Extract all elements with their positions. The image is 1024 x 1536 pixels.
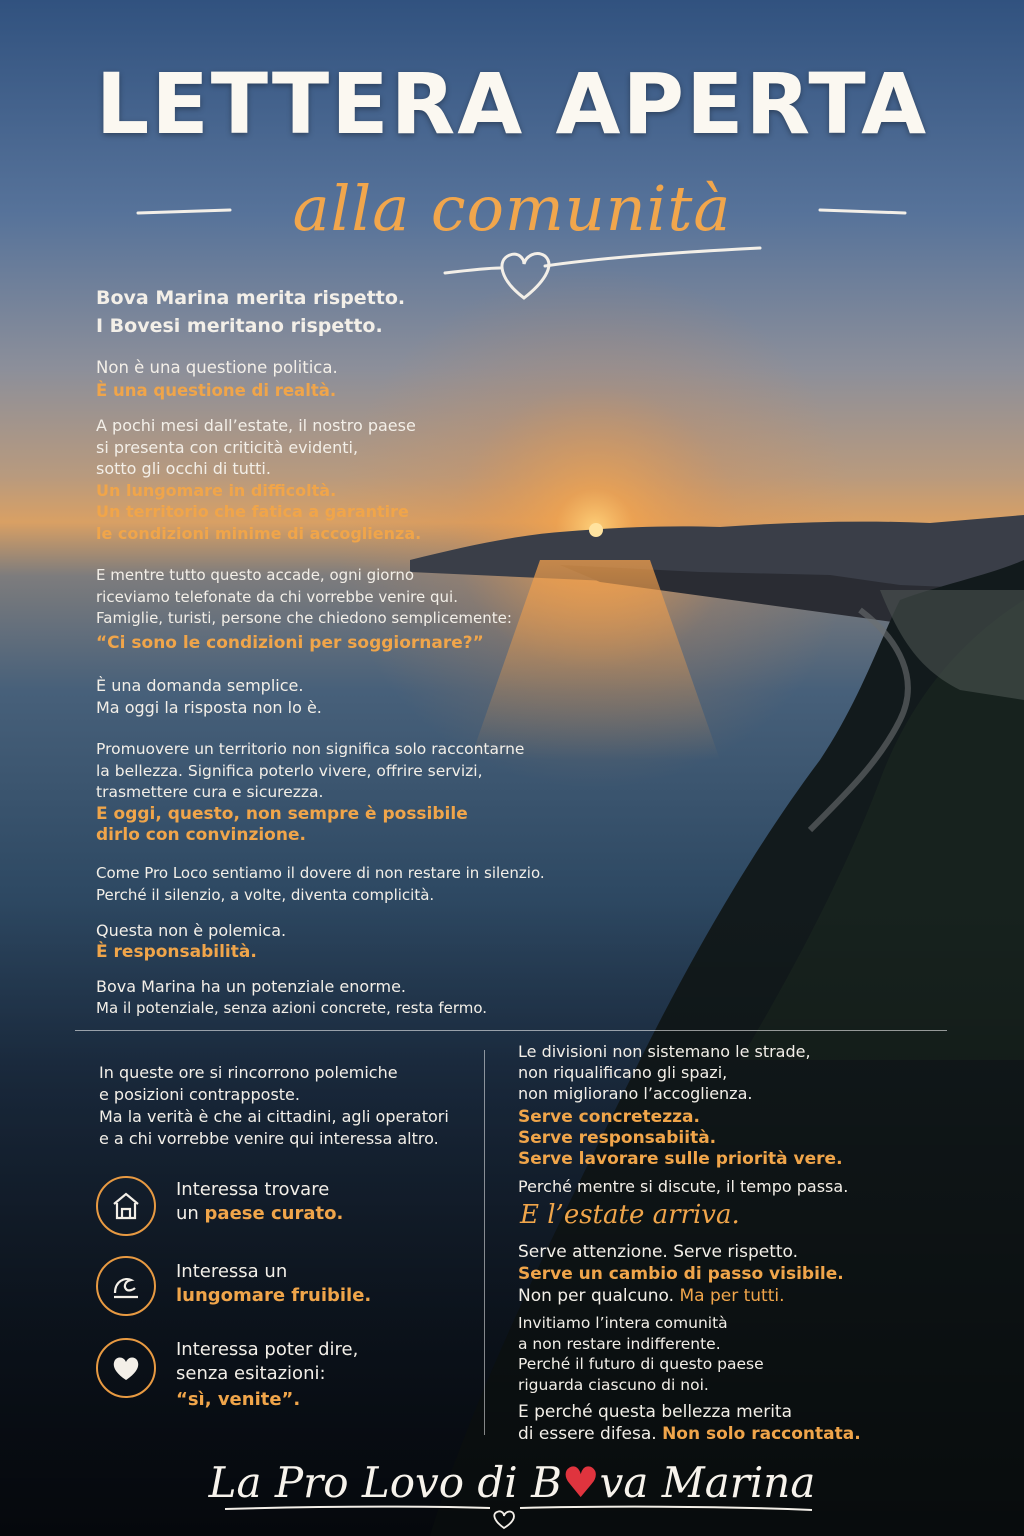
right-line-10: riguarda ciascuno di noi. — [518, 1375, 709, 1394]
right-line-7: Invitiamo l’intera comunità — [518, 1314, 728, 1332]
p5-line-5: dirlo con convinzione. — [96, 825, 306, 845]
right-line-6b: Ma per tutti. — [679, 1286, 785, 1306]
feature-2-line-1: Interessa un — [176, 1261, 288, 1282]
p2-line-2: si presenta con criticità evidenti, — [96, 437, 359, 457]
p5-line-1: Promuovere un territorio non significa solo raccontarne — [96, 740, 525, 758]
left-line-2: e posizioni contrapposte. — [99, 1085, 300, 1104]
right-line-2: non riqualificano gli spazi, — [518, 1063, 728, 1082]
right-line-9: Perché il futuro di questo paese — [518, 1355, 764, 1373]
feature-1-prefix: un — [176, 1203, 205, 1224]
right-line-12b: Non solo raccontata. — [662, 1424, 861, 1444]
intro-line-1: Bova Marina merita rispetto. — [96, 287, 406, 309]
right-line-6a: Non per qualcuno. — [518, 1286, 675, 1306]
right-line-12a: di essere difesa. — [518, 1424, 657, 1444]
signature-heart-icon: ♥ — [561, 1458, 600, 1507]
right-gold-2: Serve responsabiità. — [518, 1128, 717, 1148]
p5-line-3: trasmettere cura e sicurezza. — [96, 783, 324, 801]
signature-part-1: La Pro Lovo di B — [208, 1458, 562, 1507]
feature-3-line-1: Interessa poter dire, — [176, 1339, 359, 1360]
intro-line-2: I Bovesi meritano rispetto. — [96, 315, 383, 337]
p3-line-3: Famiglie, turisti, persone che chiedono semplicemente: — [96, 609, 512, 627]
right-gold-1: Serve concretezza. — [518, 1107, 700, 1127]
right-line-3: non migliorano l’accoglienza. — [518, 1084, 753, 1103]
p2-line-4: Un lungomare in difficoltà. — [96, 480, 337, 500]
p2-line-6: le condizioni minime di accoglienza. — [96, 523, 422, 543]
script-summer: E l’estate arriva. — [520, 1200, 740, 1230]
p8-line-2: Ma il potenziale, senza azioni concrete, resta fermo. — [96, 998, 488, 1017]
p4-line-1: È una domanda semplice. — [96, 676, 304, 695]
p8-line-1: Bova Marina ha un potenziale enorme. — [96, 977, 406, 996]
p2-line-3: sotto gli occhi di tutti. — [96, 459, 271, 478]
feature-1-line-1: Interessa trovare — [176, 1179, 330, 1200]
right-line-1: Le divisioni non sistemano le strade, — [518, 1042, 811, 1061]
subtitle-script: alla comunità — [292, 172, 732, 245]
p1-line-1: Non è una questione politica. — [96, 358, 338, 377]
feature-1-highlight: paese curato. — [204, 1203, 344, 1224]
left-line-3: Ma la verità è che ai cittadini, agli operatori — [99, 1107, 449, 1126]
p3-line-2: riceviamo telefonate da chi vorrebbe venire qui. — [96, 587, 458, 606]
p5-line-2: la bellezza. Significa poterlo vivere, offrire servizi, — [96, 761, 483, 780]
left-line-4: e a chi vorrebbe venire qui interessa altro. — [99, 1129, 439, 1148]
p6-line-2: Perché il silenzio, a volte, diventa complicità. — [96, 885, 435, 904]
right-line-4: Perché mentre si discute, il tempo passa. — [518, 1177, 849, 1196]
p6-line-1: Come Pro Loco sentiamo il dovere di non restare in silenzio. — [96, 864, 545, 882]
small-heart-icon — [494, 1511, 514, 1528]
right-gold-3: Serve lavorare sulle priorità vere. — [518, 1149, 843, 1169]
feature-3-quote: “sì, venite”. — [176, 1389, 301, 1410]
feature-2-highlight: lungomare fruibile. — [176, 1285, 372, 1306]
right-gold-4: Serve un cambio di passo visibile. — [518, 1264, 844, 1284]
left-line-1: In queste ore si rincorrono polemiche — [99, 1063, 398, 1082]
p4-line-2: Ma oggi la risposta non lo è. — [96, 697, 322, 717]
p2-line-5: Un territorio che fatica a garantire — [96, 502, 409, 521]
p3-line-1: E mentre tutto questo accade, ogni giorno — [96, 566, 415, 584]
signature-part-2: va Marina — [599, 1458, 816, 1507]
p2-line-1: A pochi mesi dall’estate, il nostro paese — [96, 416, 416, 435]
p5-line-4: E oggi, questo, non sempre è possibile — [96, 803, 468, 824]
p7-line-2: È responsabilità. — [96, 941, 257, 962]
p1-line-2: È una questione di realtà. — [96, 381, 337, 400]
right-line-8: a non restare indifferente. — [518, 1334, 721, 1353]
right-line-11: E perché questa bellezza merita — [518, 1402, 793, 1422]
right-line-5: Serve attenzione. Serve rispetto. — [518, 1242, 799, 1262]
p3-quote: “Ci sono le condizioni per soggiornare?” — [96, 632, 484, 653]
feature-3-line-2: senza esitazioni: — [176, 1363, 326, 1384]
p7-line-1: Questa non è polemica. — [96, 921, 287, 940]
title: LETTERA APERTA — [95, 55, 929, 153]
